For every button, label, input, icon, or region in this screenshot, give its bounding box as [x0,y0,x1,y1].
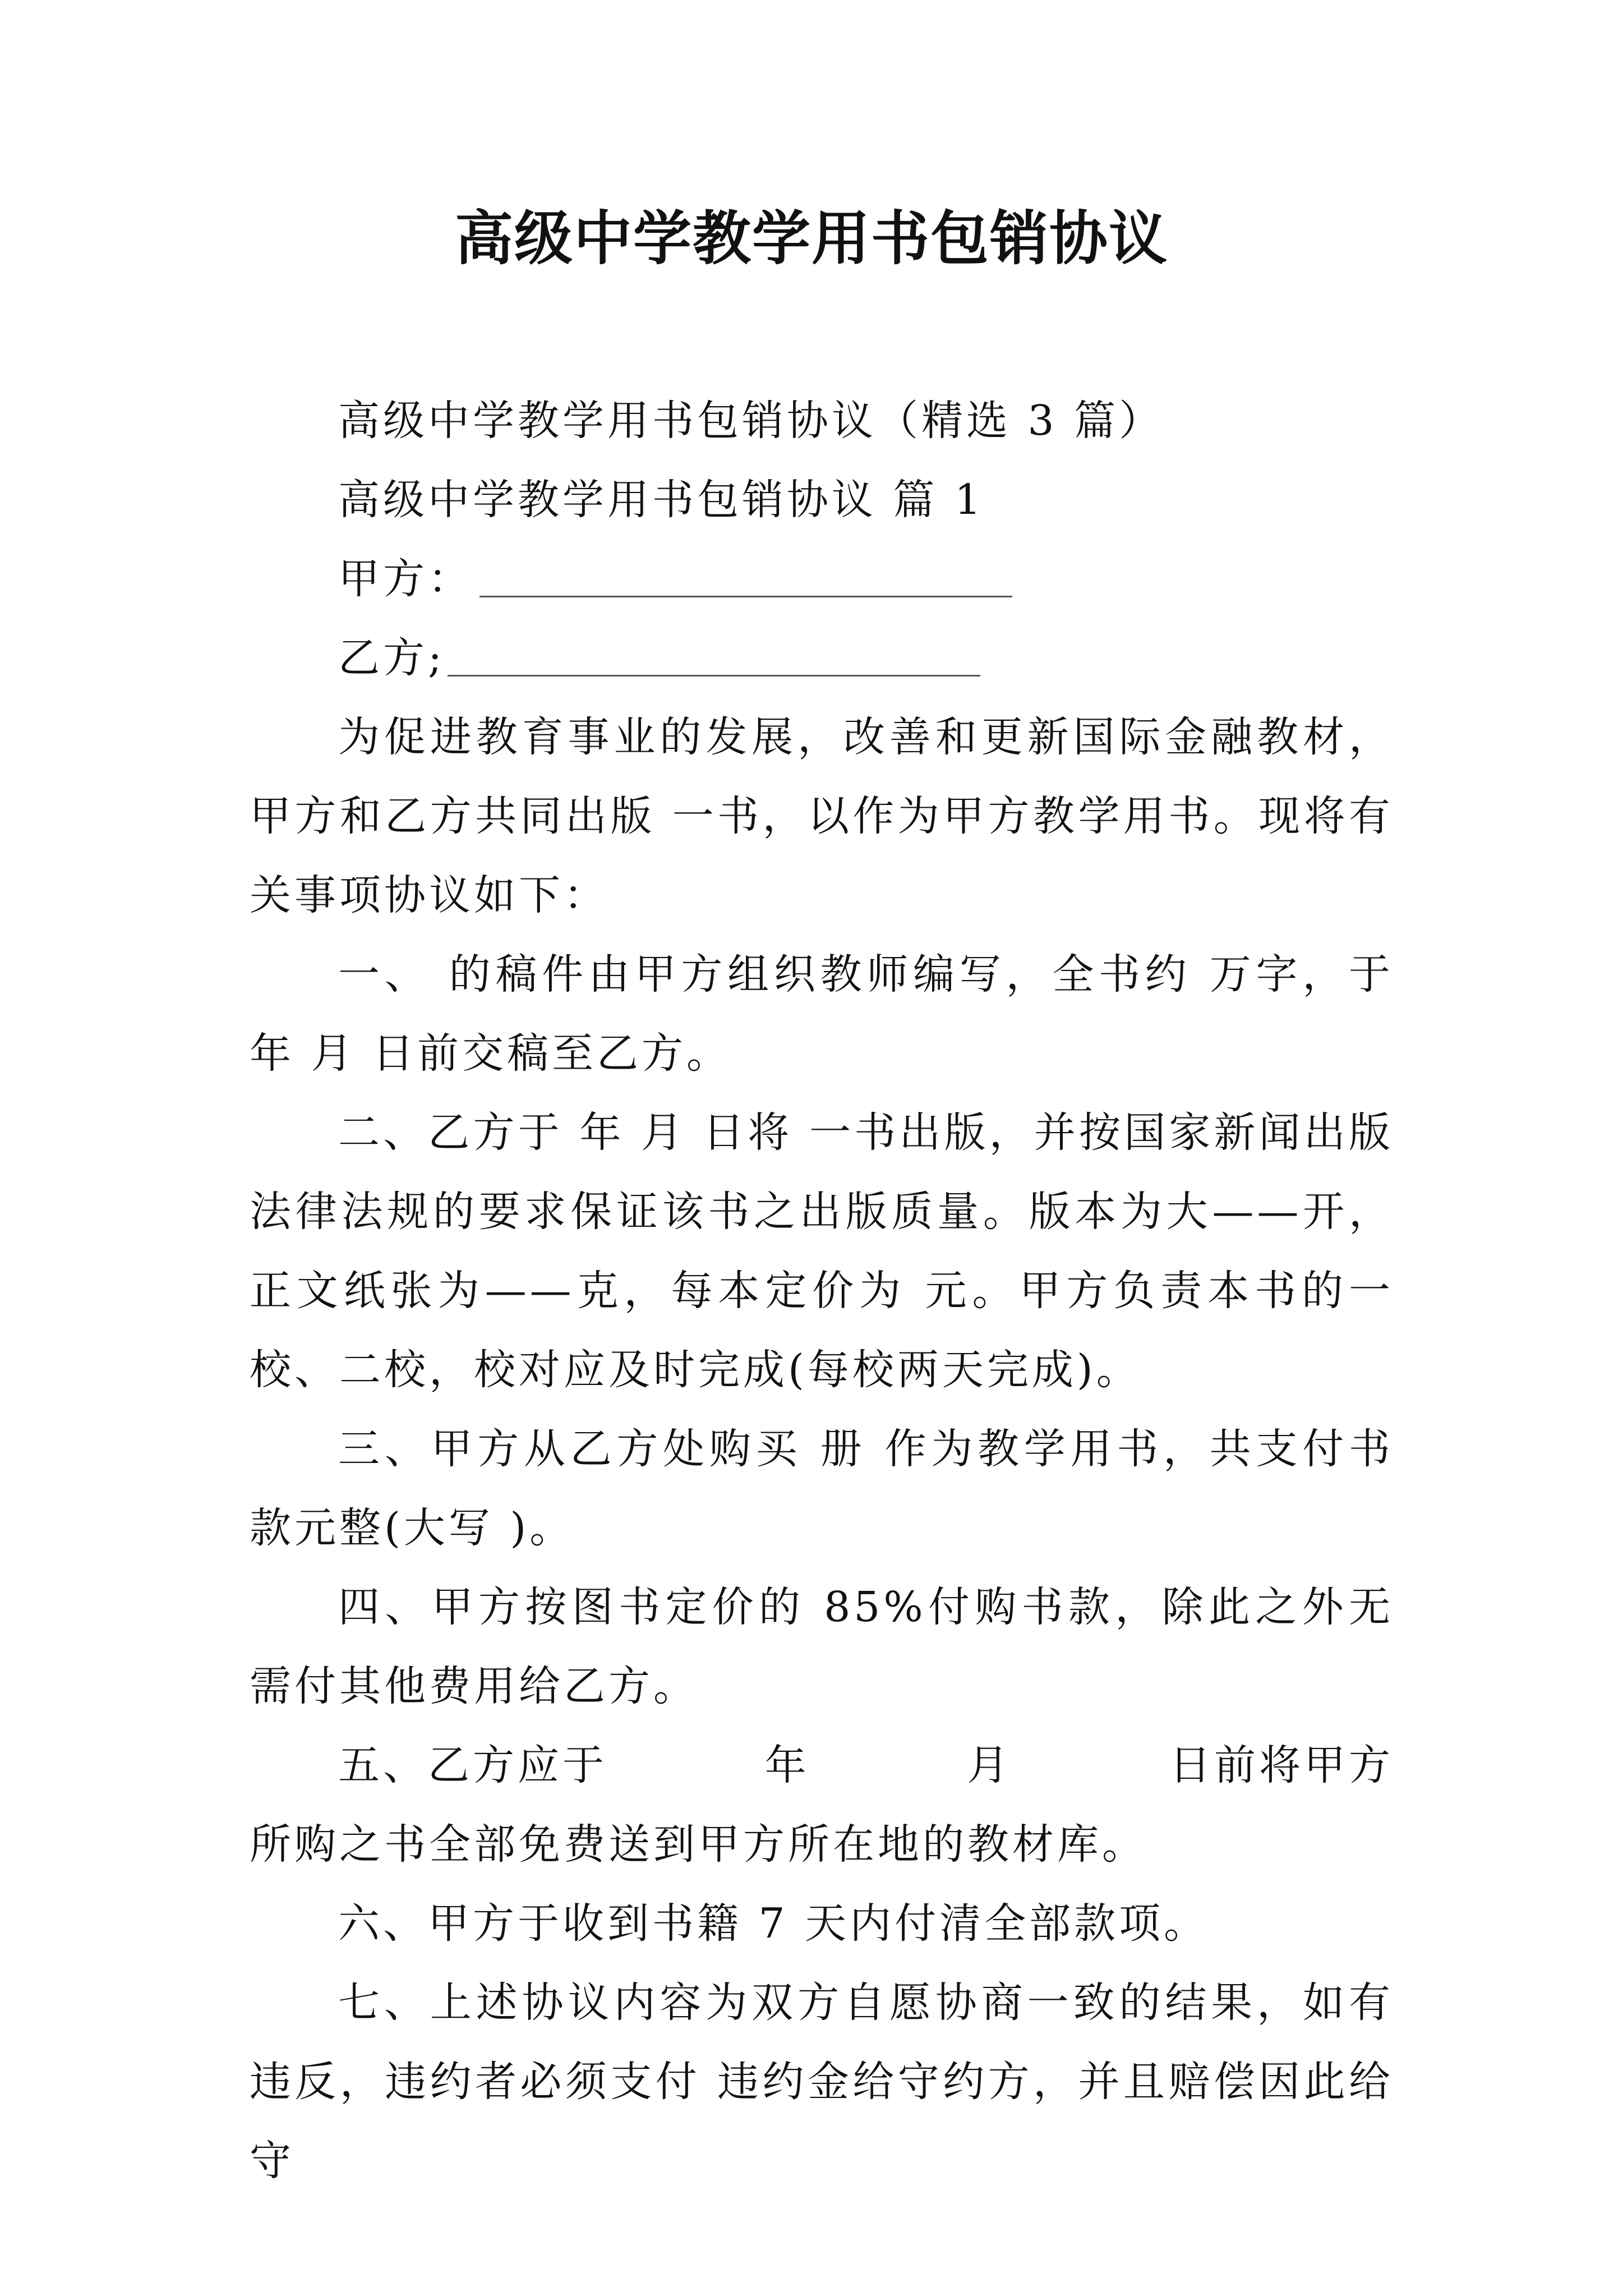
section-heading: 高级中学教学用书包销协议 篇 1 [338,476,985,524]
clause-6: 六、甲方于收到书籍 7 天内付清全部款项。 [338,1899,1209,1948]
clause-1: 一、 的稿件由甲方组织教师编写，全书约 万字，于年 月 日前交稿至乙方。 [250,950,1394,1078]
clause-5-part-3: 月 [967,1741,1012,1789]
clause-5-part-1: 五、乙方应于 [338,1741,607,1789]
clause-5-part-4: 日前将甲方 [1169,1741,1394,1789]
party-a-line [250,540,1394,619]
clause-5-first-line [250,1726,1394,1805]
clause-3: 三、甲方从乙方处购买 册 作为教学用书，共支付书款元整(大写 )。 [250,1425,1394,1552]
document-body [250,381,1394,2201]
party-b-label: 乙方; [338,634,445,682]
subtitle: 高级中学教学用书包销协议（精选 3 篇） [338,397,1164,445]
intro-paragraph: 为促进教育事业的发展，改善和更新国际金融教材，甲方和乙方共同出版 一书，以作为甲方教学用书。现将有关事项协议如下： [250,713,1394,919]
document-title: 高级中学教学用书包销协议 [454,204,1168,273]
clause-7: 七、上述协议内容为双方自愿协商一致的结果，如有违反，违约者必须支付 违约金给守约方，并且赔偿因此给守 [250,1978,1394,2185]
party-b-blank [448,633,980,677]
party-a-blank [479,554,1012,597]
party-b-line [250,619,1394,698]
party-a-label: 甲方： [338,555,473,603]
clause-4: 四、甲方按图书定价的 85%付购书款，除此之外无需付其他费用给乙方。 [250,1583,1394,1710]
clause-5-rest: 所购之书全部免费送到甲方所在地的教材库。 [250,1820,1147,1869]
clause-5-part-2: 年 [764,1741,810,1789]
clause-2: 二、乙方于 年 月 日将 一书出版，并按国家新闻出版法律法规的要求保证该书之出版质量。版本为大——开，正文纸张为——克，每本定价为 元。甲方负责本书的一校、二校，校对应及时完成(每校两天完成)。 [250,1108,1394,1394]
